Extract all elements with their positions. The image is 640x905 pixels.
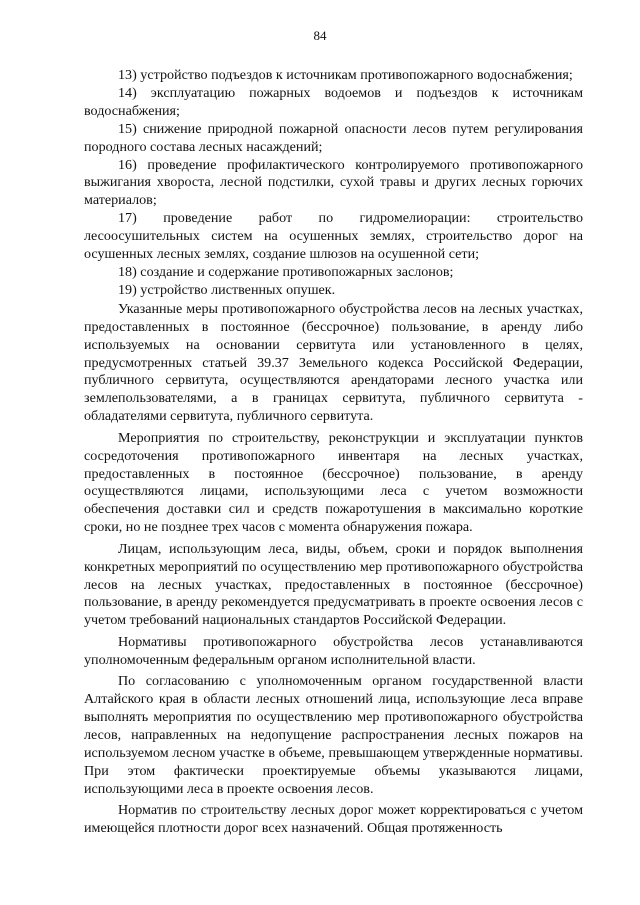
- list-item-13: 13) устройство подъездов к источникам противопожарного водоснабжения;: [118, 67, 573, 83]
- paragraph-forest-users-measures: Лицам, использующим леса, виды, объем, сроки и порядок выполнения конкретных мероприятий по осуществлению мер противопожарного обустройства лесов на лесных участках, предоставленных в постоянное (бессрочное) пользование, в аренду рекомендуется предусматривать в проекте освоения лесов с учетом требований национальных стандартов Российской Федерации.: [84, 540, 583, 629]
- paragraph-fire-prevention-measures: Указанные меры противопожарного обустройства лесов на лесных участках, предоставленных в постоянное (бессрочное) пользование, в аренду либо используемых на основании сервитута или установленного в целях, предусмотренных статьей 39.37 Земельного кодекса Российской Федерации, публичного сервитута, осуществляются арендаторами лесного участка или землепользователями, а в границах сервитута, публичного сервитута - обладателями сервитута, публичного сервитута.: [84, 300, 583, 425]
- list-item-16: 16) проведение профилактического контролируемого противопожарного выжигания хвороста, лесной подстилки, сухой травы и других лесных горючих материалов;: [84, 156, 583, 209]
- list-item-15: 15) снижение природной пожарной опасности лесов путем регулирования породного состава лесных насаждений;: [84, 120, 583, 155]
- list-item-17: 17) проведение работ по гидромелиорации: строительство лесоосушительных систем на осушенных землях, строительство дорог на осушенных лесных землях, создание шлюзов на осушенной сети;: [84, 210, 583, 263]
- list-item-19: 19) устройство лиственных опушек.: [118, 281, 336, 298]
- page-number: 84: [313, 28, 327, 43]
- list-item-14: 14) эксплуатацию пожарных водоемов и подъездов к источникам водоснабжения;: [84, 84, 583, 119]
- paragraph-equipment-points: Мероприятия по строительству, реконструкции и эксплуатации пунктов сосредоточения противопожарного инвентаря на лесных участках, предоставленных в постоянное (бессрочное) пользование, в аренду осуществляются лицами, использующими леса с учетом возможности обеспечения доставки сил и средств пожаротушения в максимально короткие сроки, но не позднее трех часов с момента обнаружения пожара.: [84, 429, 583, 536]
- paragraph-standards: Нормативы противопожарного обустройства лесов устанавливаются уполномоченным федеральным органом исполнительной власти.: [84, 633, 583, 668]
- document-body: [84, 67, 583, 842]
- paragraph-road-standard: Норматив по строительству лесных дорог может корректироваться с учетом имеющейся плотности дорог всех назначений. Общая протяженность: [84, 802, 583, 837]
- paragraph-approval: По согласованию с уполномоченным органом государственной власти Алтайского края в области лесных отношений лица, использующие леса вправе выполнять мероприятия по осуществлению мер противопожарного обустройства лесов, направленных на недопущение распространения лесных пожаров на используемом лесном участке в объеме, превышающем утвержденные нормативы. При этом фактически проектируемые объемы указываются лицами, использующими леса в проекте освоения лесов.: [84, 673, 583, 797]
- list-item-18: 18) создание и содержание противопожарных заслонов;: [118, 263, 454, 280]
